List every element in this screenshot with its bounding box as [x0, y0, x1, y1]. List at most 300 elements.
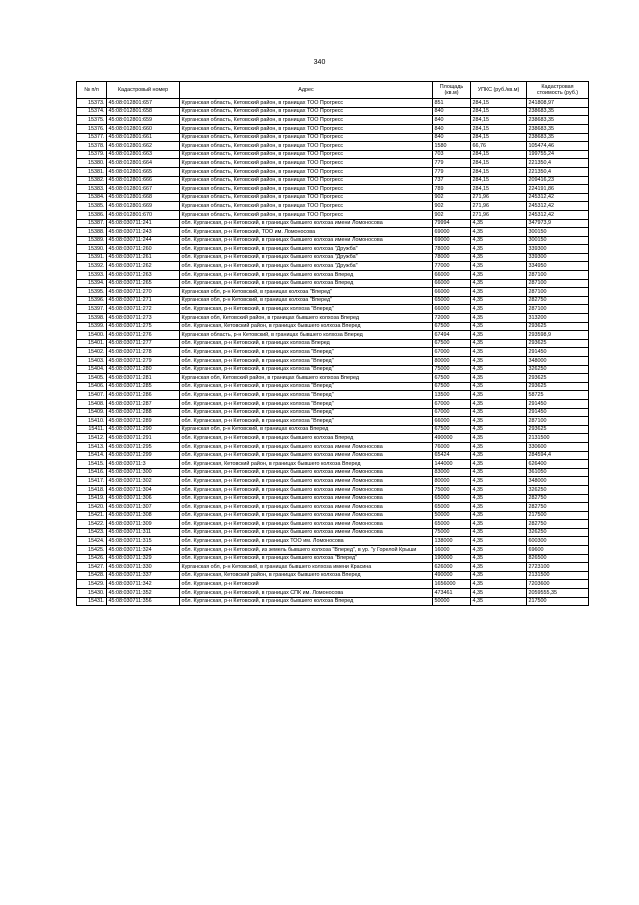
table-row [77, 99, 589, 108]
upks-cell: 4,35 [471, 331, 527, 340]
cadastral-number-cell: 45:08:012801:663 [107, 150, 180, 159]
row-number-cell: 15407. [77, 391, 107, 400]
cadastral-number-cell: 45:08:030711:278 [107, 348, 180, 357]
cadastral-value-cell: 282750 [527, 494, 589, 503]
address-cell: обл. Курганская, р-н Кетовский, в границах бывшего колхоза имени Ломоносова [180, 468, 433, 477]
row-number-cell: 15410. [77, 417, 107, 426]
address-cell: Курганская область, Кетовский район, в границах ТОО Прогресс [180, 159, 433, 168]
row-number-cell: 15416. [77, 468, 107, 477]
table-row [77, 399, 589, 408]
table-row [77, 150, 589, 159]
table-row [77, 503, 589, 512]
upks-cell: 4,35 [471, 322, 527, 331]
table-row [77, 537, 589, 546]
upks-cell: 284,15 [471, 185, 527, 194]
upks-cell: 284,15 [471, 176, 527, 185]
address-cell: Курганская область, Кетовский район, в границах ТОО Прогресс [180, 150, 433, 159]
cadastral-number-cell: 45:08:030711:285 [107, 382, 180, 391]
upks-cell: 4,35 [471, 408, 527, 417]
cadastral-value-cell: 245312,42 [527, 193, 589, 202]
address-cell: Курганская область, Кетовский район, в границах ТОО Прогресс [180, 142, 433, 151]
row-number-cell: 15374. [77, 107, 107, 116]
area-cell: 65000 [433, 503, 471, 512]
row-number-cell: 15381. [77, 167, 107, 176]
cadastral-number-cell: 45:08:030711:270 [107, 288, 180, 297]
table-row [77, 520, 589, 529]
table-row [77, 322, 589, 331]
cadastral-value-cell: 326250 [527, 528, 589, 537]
table-row [77, 159, 589, 168]
address-cell: обл. Курганская, р-н Кетовский, ТОО им. Ломоносова [180, 228, 433, 237]
upks-cell: 284,15 [471, 124, 527, 133]
upks-cell: 4,35 [471, 365, 527, 374]
address-cell: обл. Курганская, р-н Кетовский, в границах бывшего колхоза имени Ломоносова [180, 485, 433, 494]
address-cell: обл. Курганская, р-н Кетовский, в границах СПК им. Ломоносова [180, 589, 433, 598]
upks-cell: 284,15 [471, 133, 527, 142]
table-row [77, 236, 589, 245]
cadastral-value-cell: 330600 [527, 442, 589, 451]
cadastral-number-cell: 45:08:012801:669 [107, 202, 180, 211]
table-row [77, 554, 589, 563]
table-row [77, 116, 589, 125]
cadastral-value-cell: 326250 [527, 365, 589, 374]
address-cell: Курганская обл, р-н Кетовский, в границах колхоза "Вперед" [180, 296, 433, 305]
address-cell: обл. Курганская, Кетовский район, в границах бывшего колхоза Вперед [180, 322, 433, 331]
area-cell: 779 [433, 167, 471, 176]
table-row [77, 176, 589, 185]
upks-cell: 4,35 [471, 253, 527, 262]
cadastral-number-cell: 45:08:030711:306 [107, 494, 180, 503]
column-header-number: № п/п [77, 82, 107, 99]
upks-cell: 284,15 [471, 107, 527, 116]
table-row [77, 580, 589, 589]
area-cell: 851 [433, 99, 471, 108]
row-number-cell: 15377. [77, 133, 107, 142]
cadastral-number-cell: 45:08:030711:287 [107, 399, 180, 408]
area-cell: 840 [433, 133, 471, 142]
address-cell: обл. Курганская, р-н Кетовский, в границах колхоза "Вперед" [180, 305, 433, 314]
cadastral-value-cell: 347973,9 [527, 219, 589, 228]
cadastral-number-cell: 45:08:030711:329 [107, 554, 180, 563]
upks-cell: 4,35 [471, 537, 527, 546]
table-row [77, 528, 589, 537]
address-cell: обл. Курганская, р-н Кетовский, в границах колхоза "Вперед" [180, 365, 433, 374]
table-row [77, 365, 589, 374]
upks-cell: 4,35 [471, 554, 527, 563]
address-cell: Курганская область, Кетовский район, в границах ТОО Прогресс [180, 107, 433, 116]
area-cell: 67500 [433, 425, 471, 434]
upks-cell: 4,35 [471, 597, 527, 606]
upks-cell: 4,35 [471, 528, 527, 537]
cadastral-number-cell: 45:08:030711:304 [107, 485, 180, 494]
row-number-cell: 15421. [77, 511, 107, 520]
area-cell: 737 [433, 176, 471, 185]
row-number-cell: 15418. [77, 485, 107, 494]
cadastral-number-cell: 45:08:030711:291 [107, 434, 180, 443]
area-cell: 490000 [433, 434, 471, 443]
area-cell: 67500 [433, 339, 471, 348]
cadastral-value-cell: 58725 [527, 391, 589, 400]
area-cell: 78000 [433, 253, 471, 262]
row-number-cell: 15400. [77, 331, 107, 340]
area-cell: 67500 [433, 322, 471, 331]
cadastral-number-cell: 45:08:012801:660 [107, 124, 180, 133]
area-cell: 79994 [433, 219, 471, 228]
table-row [77, 202, 589, 211]
upks-cell: 4,35 [471, 271, 527, 280]
table-row [77, 279, 589, 288]
table-row [77, 434, 589, 443]
cadastral-number-cell: 45:08:030711:288 [107, 408, 180, 417]
table-row [77, 271, 589, 280]
address-cell: обл. Курганская, р-н Кетовский, в границах бывшего колхоза Вперед [180, 279, 433, 288]
area-cell: 67500 [433, 382, 471, 391]
cadastral-number-cell: 45:08:030711:272 [107, 305, 180, 314]
area-cell: 65000 [433, 494, 471, 503]
row-number-cell: 15380. [77, 159, 107, 168]
row-number-cell: 15385. [77, 202, 107, 211]
upks-cell: 4,35 [471, 425, 527, 434]
cadastral-value-cell: 282750 [527, 296, 589, 305]
address-cell: Курганская область, Кетовский район, в границах ТОО Прогресс [180, 124, 433, 133]
row-number-cell: 15402. [77, 348, 107, 357]
cadastral-value-cell: 291450 [527, 408, 589, 417]
table-row [77, 167, 589, 176]
upks-cell: 4,35 [471, 236, 527, 245]
cadastral-number-cell: 45:08:012801:661 [107, 133, 180, 142]
row-number-cell: 15390. [77, 245, 107, 254]
cadastral-value-cell: 291450 [527, 348, 589, 357]
upks-cell: 4,35 [471, 417, 527, 426]
row-number-cell: 15431. [77, 597, 107, 606]
cadastral-value-cell: 287100 [527, 417, 589, 426]
upks-cell: 4,35 [471, 228, 527, 237]
upks-cell: 4,35 [471, 460, 527, 469]
table-row [77, 442, 589, 451]
table-row [77, 305, 589, 314]
cadastral-value-cell: 241808,97 [527, 99, 589, 108]
cadastral-number-cell: 45:08:030711:356 [107, 597, 180, 606]
table-row [77, 124, 589, 133]
table-row [77, 348, 589, 357]
table-row [77, 546, 589, 555]
area-cell: 473461 [433, 589, 471, 598]
upks-cell: 4,35 [471, 339, 527, 348]
address-cell: Курганская обл, р-н Кетовский, в границах колхоза Вперед [180, 425, 433, 434]
table-row [77, 468, 589, 477]
address-cell: Курганская область, Кетовский район, в границах ТОО Прогресс [180, 167, 433, 176]
upks-cell: 4,35 [471, 477, 527, 486]
upks-cell: 4,35 [471, 451, 527, 460]
table-row [77, 331, 589, 340]
cadastral-number-cell: 45:08:030711:302 [107, 477, 180, 486]
upks-cell: 4,35 [471, 245, 527, 254]
area-cell: 902 [433, 210, 471, 219]
table-row [77, 374, 589, 383]
cadastral-value-cell: 339300 [527, 245, 589, 254]
area-cell: 78000 [433, 245, 471, 254]
area-cell: 76000 [433, 442, 471, 451]
area-cell: 66000 [433, 279, 471, 288]
cadastral-number-cell: 45:08:030711:275 [107, 322, 180, 331]
cadastral-value-cell: 105474,46 [527, 142, 589, 151]
cadastral-number-cell: 45:08:030711:263 [107, 271, 180, 280]
table-row [77, 296, 589, 305]
upks-cell: 4,35 [471, 262, 527, 271]
cadastral-value-cell: 300150 [527, 228, 589, 237]
cadastral-value-cell: 361050 [527, 468, 589, 477]
address-cell: Курганская область, Кетовский район, в границах ТОО Прогресс [180, 176, 433, 185]
row-number-cell: 15430. [77, 589, 107, 598]
cadastral-number-cell: 45:08:030711:295 [107, 442, 180, 451]
cadastral-value-cell: 287100 [527, 288, 589, 297]
table-row [77, 460, 589, 469]
address-cell: обл. Курганская, р-н Кетовский, в границах бывшего колхоза "Дружба" [180, 262, 433, 271]
cadastral-number-cell: 45:08:012801:658 [107, 107, 180, 116]
cadastral-value-cell: 2059555,35 [527, 589, 589, 598]
cadastral-number-cell: 45:08:030711:307 [107, 503, 180, 512]
row-number-cell: 15386. [77, 210, 107, 219]
table-row [77, 253, 589, 262]
cadastral-value-cell: 293625 [527, 322, 589, 331]
cadastral-value-cell: 217500 [527, 597, 589, 606]
cadastral-number-cell: 45:08:030711:260 [107, 245, 180, 254]
cadastral-number-cell: 45:08:030711:241 [107, 219, 180, 228]
row-number-cell: 15391. [77, 253, 107, 262]
address-cell: обл. Курганская, р-н Кетовский, в границах бывшего колхоза имени Ломоносова [180, 451, 433, 460]
area-cell: 779 [433, 159, 471, 168]
upks-cell: 4,35 [471, 546, 527, 555]
table-row [77, 597, 589, 606]
cadastral-value-cell: 221350,4 [527, 167, 589, 176]
row-number-cell: 15387. [77, 219, 107, 228]
cadastral-number-cell: 45:08:030711:330 [107, 563, 180, 572]
row-number-cell: 15414. [77, 451, 107, 460]
column-header-upks: УПКС (руб./кв.м) [471, 82, 527, 99]
table-row [77, 245, 589, 254]
cadastral-number-cell: 45:08:030711:289 [107, 417, 180, 426]
table-row [77, 563, 589, 572]
upks-cell: 4,35 [471, 391, 527, 400]
cadastral-number-cell: 45:08:030711:262 [107, 262, 180, 271]
cadastral-value-cell: 291450 [527, 399, 589, 408]
cadastral-value-cell: 293625 [527, 339, 589, 348]
table-row [77, 314, 589, 323]
area-cell: 50000 [433, 597, 471, 606]
cadastre-table [76, 81, 589, 606]
area-cell: 16000 [433, 546, 471, 555]
cadastral-number-cell: 45:08:030711:308 [107, 511, 180, 520]
cadastral-value-cell: 287100 [527, 305, 589, 314]
table-row [77, 571, 589, 580]
cadastral-value-cell: 826500 [527, 554, 589, 563]
address-cell: обл. Курганская, р-н Кетовский, в границах бывшего колхоза "Вперед" [180, 554, 433, 563]
address-cell: обл. Курганская, р-н Кетовский, в границах бывшего колхоза имени Ломоносова [180, 219, 433, 228]
area-cell: 1580 [433, 142, 471, 151]
table-row [77, 288, 589, 297]
cadastral-value-cell: 287100 [527, 271, 589, 280]
row-number-cell: 15382. [77, 176, 107, 185]
address-cell: обл. Курганская, р-н Кетовский, в границах бывшего колхоза "Дружба" [180, 253, 433, 262]
cadastral-value-cell: 7203600 [527, 580, 589, 589]
table-row [77, 477, 589, 486]
cadastral-value-cell: 600300 [527, 537, 589, 546]
address-cell: обл. Курганская, р-н Кетовский, в границах колхоза Вперед [180, 339, 433, 348]
area-cell: 703 [433, 150, 471, 159]
cadastral-number-cell: 45:08:012801:662 [107, 142, 180, 151]
row-number-cell: 15397. [77, 305, 107, 314]
address-cell: Курганская область, Кетовский район, в границах ТОО Прогресс [180, 99, 433, 108]
address-cell: обл. Курганская, р-н Кетовский, в границах колхоза "Вперед" [180, 391, 433, 400]
address-cell: обл. Курганская, р-н Кетовский, из земель бывшего колхоза "Вперед", в ур. "у Горелой Крыши [180, 546, 433, 555]
table-body [77, 99, 589, 606]
address-cell: обл. Курганская, р-н Кетовский, в границах бывшего колхоза имени Ломоносова [180, 442, 433, 451]
table-row [77, 417, 589, 426]
upks-cell: 4,35 [471, 357, 527, 366]
upks-cell: 4,35 [471, 305, 527, 314]
cadastral-number-cell: 45:08:030711:315 [107, 537, 180, 546]
address-cell: Курганская область, р-н Кетовский, в границах бывшего колхоза Вперед [180, 331, 433, 340]
row-number-cell: 15378. [77, 142, 107, 151]
cadastral-value-cell: 238683,35 [527, 107, 589, 116]
row-number-cell: 15393. [77, 271, 107, 280]
address-cell: обл. Курганская, р-н Кетовский, в границах бывшего колхоза Вперед [180, 597, 433, 606]
table-header-row [77, 82, 589, 99]
upks-cell: 271,96 [471, 210, 527, 219]
cadastral-number-cell: 45:08:030711:244 [107, 236, 180, 245]
address-cell: Курганская область, Кетовский район, в границах ТОО Прогресс [180, 133, 433, 142]
row-number-cell: 15412. [77, 434, 107, 443]
cadastral-number-cell: 45:08:030711:265 [107, 279, 180, 288]
address-cell: Курганская область, Кетовский район, в границах ТОО Прогресс [180, 185, 433, 194]
area-cell: 75000 [433, 365, 471, 374]
upks-cell: 4,35 [471, 348, 527, 357]
upks-cell: 284,15 [471, 99, 527, 108]
upks-cell: 4,35 [471, 399, 527, 408]
cadastral-number-cell: 45:08:030711:261 [107, 253, 180, 262]
area-cell: 69000 [433, 236, 471, 245]
area-cell: 72000 [433, 314, 471, 323]
cadastral-value-cell: 199755,24 [527, 150, 589, 159]
cadastral-number-cell: 45:08:030711:271 [107, 296, 180, 305]
cadastral-number-cell: 45:08:030711:277 [107, 339, 180, 348]
address-cell: обл. Курганская, р-н Кетовский, в границах бывшего колхоза имени Ломоносова [180, 477, 433, 486]
upks-cell: 4,35 [471, 494, 527, 503]
row-number-cell: 15376. [77, 124, 107, 133]
cadastral-number-cell: 45:08:030711:3 [107, 460, 180, 469]
row-number-cell: 15429. [77, 580, 107, 589]
table-row [77, 357, 589, 366]
area-cell: 789 [433, 185, 471, 194]
cadastral-value-cell: 293625 [527, 425, 589, 434]
upks-cell: 4,35 [471, 563, 527, 572]
address-cell: обл. Курганская, Кетовский район, в границах бывшего колхоза Вперед [180, 571, 433, 580]
area-cell: 840 [433, 124, 471, 133]
address-cell: обл. Курганская, р-н Кетовский, в границах бывшего колхоза имени Ломоносова [180, 511, 433, 520]
area-cell: 67500 [433, 374, 471, 383]
row-number-cell: 15396. [77, 296, 107, 305]
area-cell: 80000 [433, 357, 471, 366]
address-cell: Курганская область, Кетовский район, в границах ТОО Прогресс [180, 193, 433, 202]
row-number-cell: 15425. [77, 546, 107, 555]
table-row [77, 425, 589, 434]
table-row [77, 339, 589, 348]
cadastral-number-cell: 45:08:030711:352 [107, 589, 180, 598]
cadastral-value-cell: 282750 [527, 520, 589, 529]
row-number-cell: 15395. [77, 288, 107, 297]
cadastral-number-cell: 45:08:030711:279 [107, 357, 180, 366]
row-number-cell: 15403. [77, 357, 107, 366]
table-row [77, 589, 589, 598]
row-number-cell: 15389. [77, 236, 107, 245]
table-row [77, 391, 589, 400]
cadastral-number-cell: 45:08:030711:290 [107, 425, 180, 434]
upks-cell: 66,76 [471, 142, 527, 151]
area-cell: 626000 [433, 563, 471, 572]
row-number-cell: 15399. [77, 322, 107, 331]
address-cell: Курганская обл, Кетовский район, в границах бывшего колхоза Вперед [180, 374, 433, 383]
row-number-cell: 15426. [77, 554, 107, 563]
address-cell: Курганская обл, Кетовский район, в границах бывшего колхоза Вперед [180, 314, 433, 323]
table-row [77, 408, 589, 417]
cadastral-number-cell: 45:08:030711:337 [107, 571, 180, 580]
table-row [77, 219, 589, 228]
cadastral-value-cell: 284594,4 [527, 451, 589, 460]
upks-cell: 4,35 [471, 382, 527, 391]
cadastral-value-cell: 224191,86 [527, 185, 589, 194]
cadastral-number-cell: 45:08:030711:342 [107, 580, 180, 589]
cadastral-value-cell: 2723100 [527, 563, 589, 572]
address-cell: Курганская обл, р-н Кетовский, в границах колхоза "Вперед" [180, 288, 433, 297]
address-cell: обл. Курганская, р-н Кетовский, в границах колхоза "Вперед" [180, 382, 433, 391]
cadastral-value-cell: 245312,42 [527, 210, 589, 219]
area-cell: 840 [433, 107, 471, 116]
cadastral-value-cell: 287100 [527, 279, 589, 288]
cadastral-value-cell: 245312,42 [527, 202, 589, 211]
cadastral-number-cell: 45:08:030711:300 [107, 468, 180, 477]
area-cell: 80000 [433, 477, 471, 486]
address-cell: обл. Курганская, р-н Кетовский, в границах бывшего колхоза имени Ломоносова [180, 528, 433, 537]
area-cell: 144000 [433, 460, 471, 469]
cadastral-number-cell: 45:08:012801:657 [107, 99, 180, 108]
row-number-cell: 15408. [77, 399, 107, 408]
cadastral-value-cell: 238683,35 [527, 133, 589, 142]
area-cell: 902 [433, 193, 471, 202]
upks-cell: 4,35 [471, 571, 527, 580]
cadastral-value-cell: 293625 [527, 374, 589, 383]
area-cell: 50000 [433, 511, 471, 520]
cadastral-value-cell: 221350,4 [527, 159, 589, 168]
address-cell: обл. Курганская, р-н Кетовский, в границах бывшего колхоза имени Ломоносова [180, 520, 433, 529]
row-number-cell: 15422. [77, 520, 107, 529]
row-number-cell: 15427. [77, 563, 107, 572]
area-cell: 77000 [433, 262, 471, 271]
cadastral-value-cell: 2131500 [527, 571, 589, 580]
cadastral-number-cell: 45:08:030711:299 [107, 451, 180, 460]
upks-cell: 4,35 [471, 589, 527, 598]
cadastral-number-cell: 45:08:030711:281 [107, 374, 180, 383]
table-row [77, 228, 589, 237]
table-row [77, 193, 589, 202]
area-cell: 67000 [433, 399, 471, 408]
area-cell: 490000 [433, 571, 471, 580]
address-cell: обл. Курганская, р-н Кетовский, в границах колхоза "Вперед" [180, 408, 433, 417]
upks-cell: 4,35 [471, 296, 527, 305]
table-row [77, 262, 589, 271]
area-cell: 1656000 [433, 580, 471, 589]
area-cell: 840 [433, 116, 471, 125]
upks-cell: 4,35 [471, 279, 527, 288]
